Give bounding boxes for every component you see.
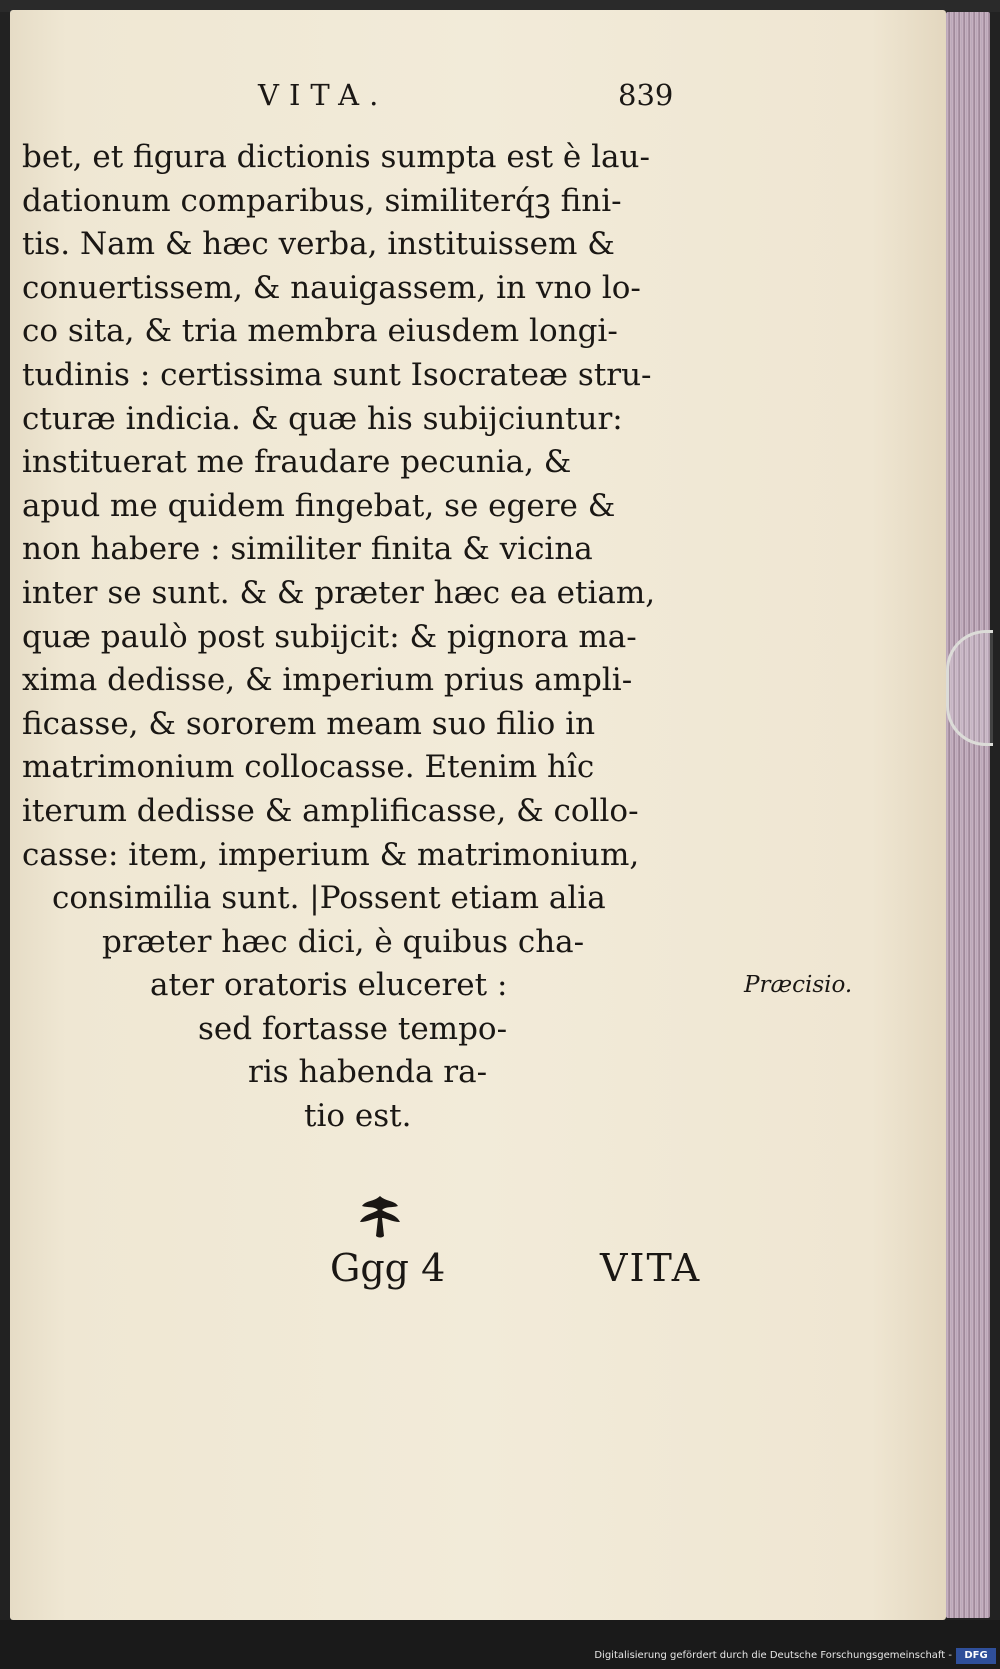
text-line: inter se sunt. & & præter hæc ea etiam, [22,574,656,611]
margin-note: Præcisio. [744,972,853,998]
footer-bar [0,1620,1000,1669]
text-line: matrimonium collocasse. Etenim hîc [22,749,595,786]
text-line: ater oratoris eluceret : [150,967,508,1004]
text-line: tio est. [304,1098,412,1135]
text-line: dationum comparibus, similiterq́ꝫ fini- [22,182,622,219]
running-head: VITA. [258,78,389,112]
catchword: VITA [600,1246,702,1290]
text-line: apud me quidem fingebat, se egere & [22,487,616,524]
text-line: consimilia sunt. |Possent etiam alia [52,880,606,917]
text-line: xima dedisse, & imperium prius ampli- [22,662,633,699]
dfg-logo: DFG [956,1648,996,1664]
text-line: non habere : similiter finita & vicina [22,531,593,568]
text-line: ris habenda ra- [248,1054,488,1091]
signature-mark: Ggg 4 [330,1246,446,1290]
text-line: co sita, & tria membra eiusdem longi- [22,313,618,350]
page-number: 839 [618,78,674,112]
text-line: quæ paulò post subijcit: & pignora ma- [22,618,637,655]
text-line: ficasse, & sororem meam suo filio in [22,705,596,742]
text-line: iterum dedisse & amplificasse, & collo- [22,792,639,829]
page-edges [946,12,990,1618]
text-line: conuertissem, & nauigassem, in vno lo- [22,269,641,306]
text-line: tudinis : certissima sunt Isocrateæ stru- [22,356,652,393]
fleuron-ornament-icon [352,1192,408,1242]
text-line: bet, et figura dictionis sumpta est è lau- [22,139,650,175]
text-line: præter hæc dici, è quibus cha- [102,923,585,960]
body-text [0,136,720,1139]
text-line: sed fortasse tempo- [198,1010,508,1047]
text-line: casse: item, imperium & matrimonium, [22,836,640,873]
digitization-credit: Digitalisierung gefördert durch die Deutsche Forschungsgemeinschaft - [594,1650,952,1661]
text-line: instituerat me fraudare pecunia, & [22,444,572,481]
text-line: tis. Nam & hæc verba, instituissem & [22,226,615,263]
text-line: cturæ indicia. & quæ his subijciuntur: [22,400,623,437]
page-clip [946,630,993,746]
